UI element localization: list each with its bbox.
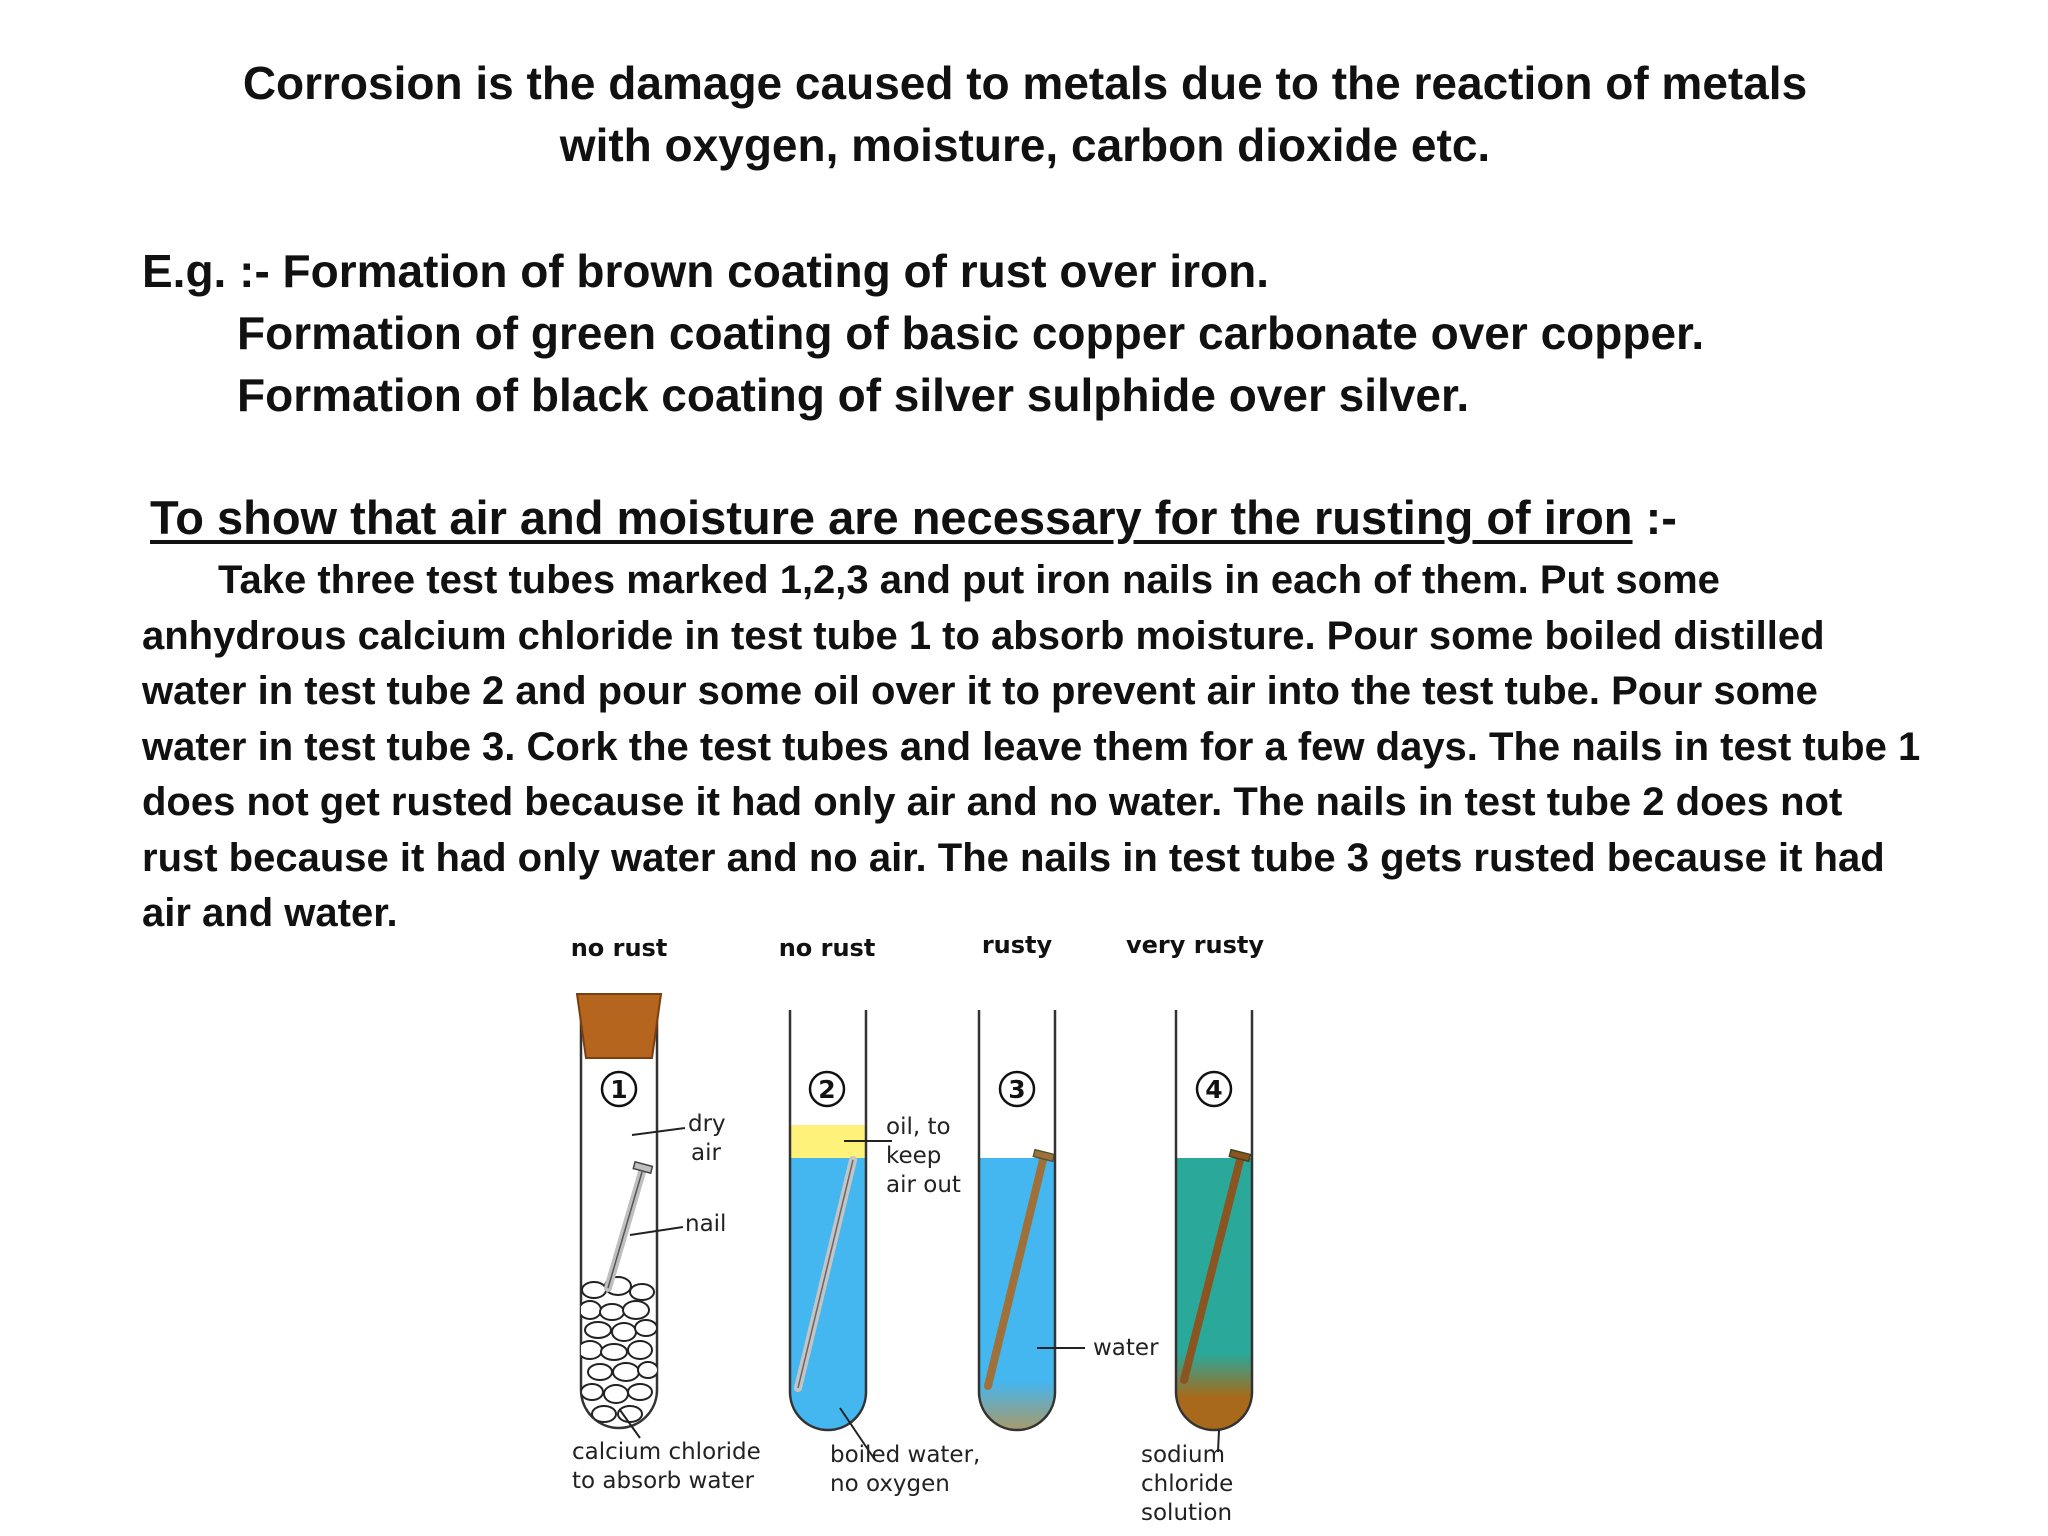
examples-list [142,240,1942,426]
label-boiled-1: boiled water, [830,1442,981,1468]
tube-3-number-text: 3 [1008,1075,1026,1104]
tube-2-label: no rust [778,934,876,962]
label-cacl-2: to absorb water [572,1468,755,1494]
label-salt-2: chloride [1141,1471,1234,1497]
label-air: air [691,1140,721,1166]
rusting-test-tubes-diagram [540,920,1360,1530]
example-rust: E.g. :- Formation of brown coating of rust over iron. [142,245,1269,297]
tube-4-number-text: 4 [1205,1075,1223,1104]
label-oil-1: oil, to [886,1114,951,1140]
label-salt-3: solution [1141,1500,1233,1526]
label-boiled-2: no oxygen [830,1471,950,1497]
example-silver: Formation of black coating of silver sulphide over silver. [237,369,1470,421]
tube-1-label: no rust [570,934,668,962]
experiment-heading-suffix: :- [1645,491,1677,544]
test-tube-2 [790,1010,866,1430]
label-dry: dry [688,1111,726,1137]
experiment-heading-text: To show that air and moisture are necessary for the rusting of iron [150,491,1633,544]
label-nail: nail [685,1211,727,1237]
label-water: water [1093,1335,1159,1361]
tube-4-label: very rusty [1125,931,1265,959]
label-oil-2: keep [886,1143,942,1169]
test-tube-4 [1176,1010,1252,1430]
experiment-procedure: Take three test tubes marked 1,2,3 and put iron nails in each of them. Put some anhydrous calcium chloride in test tube 1 to absorb moisture. Pour some boiled distilled water in test tube 2 and pour some oil over it to prevent air into the test tube. Pour some water in test tube 3. Cork the test tubes and leave them for a few days. The nails in test tube 1 does not get rusted because it had only air and no water. The nails in test tube 2 does not rust because it had only water and no air. The nails in test tube 3 gets rusted because it had air and water. [142,558,1921,935]
label-salt-1: sodium [1141,1442,1226,1468]
experiment-heading [150,488,1950,548]
tube-2-number-text: 2 [818,1075,836,1104]
test-tube-3 [979,1010,1055,1430]
tube-3-label: rusty [981,931,1053,959]
cork [577,994,661,1058]
test-tube-1 [577,994,661,1428]
label-cacl-1: calcium chloride [572,1439,761,1465]
label-oil-3: air out [886,1172,961,1198]
tube-1-number-text: 1 [610,1075,628,1104]
example-copper: Formation of green coating of basic copper carbonate over copper. [237,307,1705,359]
intro-definition: Corrosion is the damage caused to metals due to the reaction of metals with oxygen, moisture, carbon dioxide etc. [242,57,1808,171]
tube-4-salt-water [1176,1158,1252,1430]
